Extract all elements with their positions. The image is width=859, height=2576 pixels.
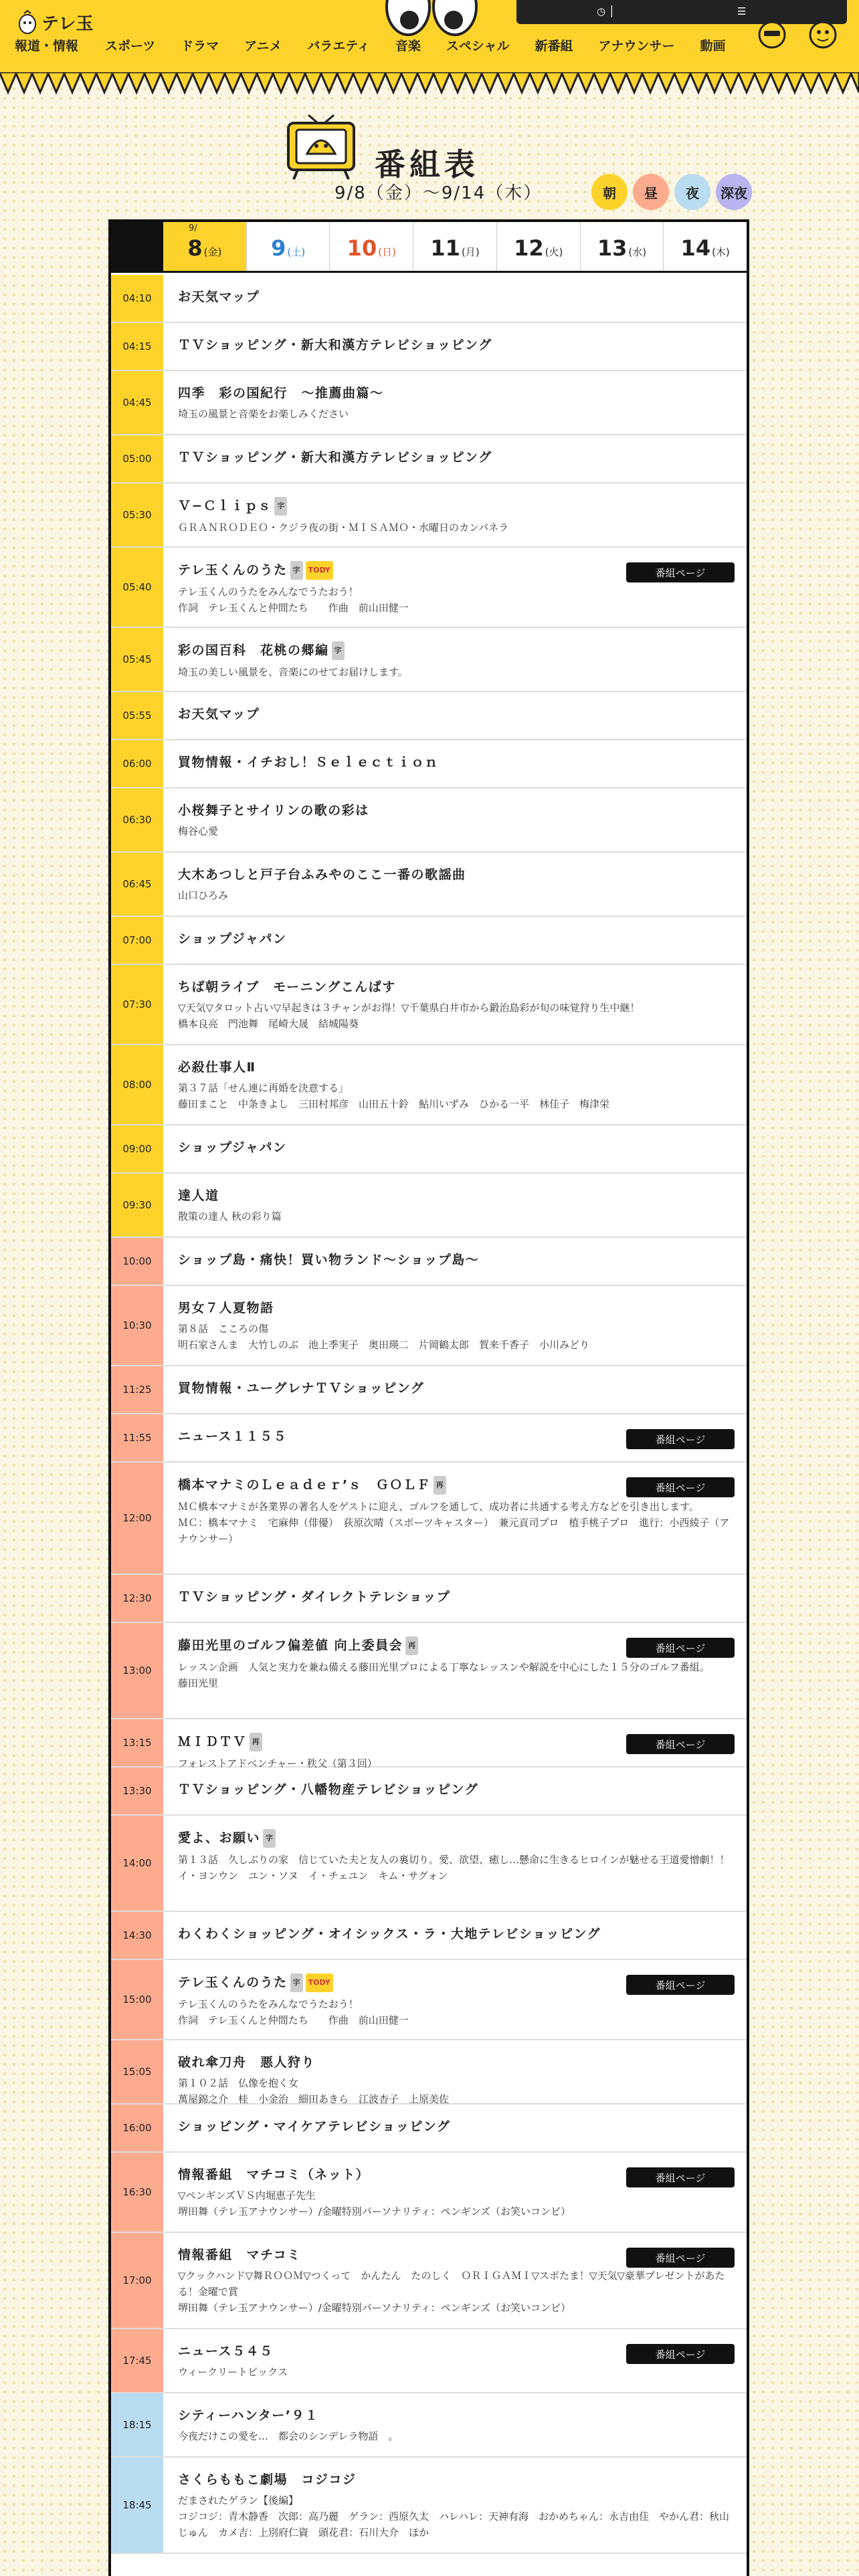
program-row: [111, 2458, 747, 2554]
program-badge: 再: [434, 1476, 446, 1495]
program-row: [111, 965, 747, 1045]
program-title-text: Ｖ−Ｃｌｉｐｓ: [178, 498, 272, 514]
program-time: 13:00: [111, 1623, 163, 1718]
day-tab-0[interactable]: [163, 222, 247, 271]
program-body[interactable]: [163, 2040, 747, 2103]
program-row: [111, 628, 747, 692]
nav-item-5[interactable]: 音楽: [395, 39, 421, 53]
date-range: 9/8（金）〜9/14（木）: [335, 183, 543, 203]
program-time: 18:15: [111, 2393, 163, 2456]
program-cast: 堺田舞（テレ玉アナウンサー）/金曜特別パーソナリティ：ペンギンズ（お笑いコンビ）: [178, 2302, 571, 2314]
program-title-text: 橋本マナミのＬｅａｄｅｒ’ｓ ＧＯＬＦ: [178, 1477, 431, 1493]
program-row: [111, 1414, 747, 1463]
program-description: 今夜だけこの愛を… 都会のシンデレラ物語 。: [178, 2430, 399, 2442]
program-body[interactable]: [163, 323, 747, 370]
program-cast: イ・ヨンウン ユン・ソヌ イ・チェユン キム・サグォン: [178, 1870, 448, 1882]
header-zigzag-border: [0, 72, 859, 102]
program-time: 15:00: [111, 1960, 163, 2039]
program-title-text: 達人道: [178, 1188, 219, 1203]
program-description: フォレストアドベンチャー・秩父（第３回）: [178, 1757, 377, 1769]
nav-item-2[interactable]: ドラマ: [181, 39, 219, 53]
program-row: [111, 1286, 747, 1366]
program-title-text: 大木あつしと戸子台ふみやのここ一番の歌謡曲: [178, 867, 466, 882]
program-description: 山口ひろみ: [178, 889, 229, 901]
day-weekday: (日): [378, 246, 396, 258]
program-title-text: ショップジャパン: [178, 1140, 287, 1155]
program-row: [111, 853, 747, 917]
program-row: [111, 548, 747, 628]
program-row: [111, 1912, 747, 1960]
program-title: [178, 2471, 733, 2488]
program-title-text: 男女７人夏物語: [178, 1301, 274, 1315]
program-title: [178, 1588, 733, 1606]
program-row: [111, 1366, 747, 1414]
program-title-text: ちば朝ライブ モーニングこんぱす: [178, 980, 396, 994]
program-title: [178, 497, 733, 516]
program-time: 11:55: [111, 1414, 163, 1461]
tv-mascot-icon: [284, 114, 358, 181]
program-cast: 作詞 テレ玉くんと仲間たち 作曲 前山田健一: [178, 2014, 409, 2026]
program-time: 04:45: [111, 371, 163, 434]
day-weekday: (月): [461, 246, 480, 258]
time-filter-3[interactable]: 深夜: [716, 174, 752, 210]
program-title-text: テレ玉くんのうた: [178, 562, 288, 578]
program-time: 12:30: [111, 1575, 163, 1622]
program-time: 17:00: [111, 2233, 163, 2328]
program-title: [178, 1925, 733, 1943]
program-body[interactable]: [163, 2393, 747, 2456]
program-title-text: 彩の国百科 花桃の郷編: [178, 643, 329, 658]
day-number: 14: [680, 235, 711, 261]
nav-item-3[interactable]: アニメ: [244, 39, 282, 53]
program-description: 埼玉の美しい風景を、音楽にのせてお届けします。: [178, 666, 408, 678]
program-page-button[interactable]: 番組ページ: [626, 1429, 735, 1449]
program-title: [178, 2054, 733, 2071]
nav-item-6[interactable]: スペシャル: [446, 39, 510, 53]
program-title-text: ショップジャパン: [178, 932, 287, 946]
program-title-text: ＭＩＤＴＶ: [178, 1734, 247, 1749]
program-badge: 再: [250, 1733, 262, 1751]
program-description: だまされたゲラン【後編】: [178, 2494, 299, 2506]
program-title-text: 小桜舞子とサイリンの歌の彩は: [178, 803, 369, 818]
program-description: レッスン企画 人気と実力を兼ね備える藤田光里プロによる丁寧なレッスンや解説を中心にした１５分のゴルフ番組。: [178, 1661, 710, 1673]
time-filter-1[interactable]: 昼: [633, 174, 669, 210]
program-title-text: 必殺仕事人Ⅱ: [178, 1060, 256, 1075]
day-weekday: (木): [712, 246, 730, 258]
program-body[interactable]: [163, 692, 747, 739]
program-body[interactable]: [163, 1366, 747, 1413]
program-title-text: わくわくショッピング・オイシックス・ラ・大地テレビショッピング: [178, 1927, 601, 1941]
program-description: 埼玉の風景と音楽をお楽しみください: [178, 408, 349, 420]
program-time: 05:45: [111, 628, 163, 691]
top-utility-bar: [516, 0, 847, 24]
program-badge: 字: [332, 641, 345, 660]
program-time: 12:00: [111, 1463, 163, 1574]
program-time: 09:30: [111, 1174, 163, 1237]
program-time: 14:30: [111, 1912, 163, 1959]
program-row: [111, 788, 747, 853]
program-time: 05:55: [111, 692, 163, 739]
program-row: [111, 1623, 747, 1719]
program-body[interactable]: [163, 275, 747, 322]
nav-item-1[interactable]: スポーツ: [105, 39, 156, 53]
day-tab-3[interactable]: [413, 222, 497, 271]
program-row: [111, 1719, 747, 1767]
program-body[interactable]: [163, 484, 747, 546]
program-time: 05:30: [111, 484, 163, 546]
program-description: 第８話 こころの傷: [178, 1323, 269, 1335]
program-title-text: ニュース１１５５: [178, 1429, 288, 1444]
program-body[interactable]: [163, 740, 747, 787]
program-body[interactable]: [163, 2153, 747, 2232]
program-page-button[interactable]: 番組ページ: [626, 1734, 735, 1754]
program-cast: 藤田まこと 中条きよし 三田村邦彦 山田五十鈴 鮎川いずみ ひかる一平 林佳子 梅津栄: [178, 1098, 610, 1110]
program-row: [111, 740, 747, 788]
program-badge: TODY: [306, 1973, 333, 1992]
program-description: ▽ペンギンズＶＳ内堀恵子先生: [178, 2189, 316, 2202]
program-badge: 字: [290, 1973, 303, 1992]
program-row: [111, 2329, 747, 2393]
program-cast: コジコジ：青木静香 次郎：高乃麗 ゲラン：西原久太 ハレハレ：天神有海 おかめちゃん：永吉由佳 やかん君：秋山じゅん カメ吉：上別府仁資 頭花君：石川大介 ほか: [178, 2510, 729, 2539]
program-body[interactable]: [163, 628, 747, 691]
program-row: [111, 917, 747, 965]
program-row: [111, 1125, 747, 1174]
program-time: 07:30: [111, 965, 163, 1044]
program-description: 散策の達人 秋の彩り篇: [178, 1210, 282, 1222]
day-weekday: (水): [628, 246, 647, 258]
day-tab-2[interactable]: [330, 222, 413, 271]
time-filter-0[interactable]: 朝: [591, 174, 628, 210]
day-number: 11: [430, 235, 460, 261]
program-title: [178, 1299, 733, 1317]
program-title: [178, 1139, 733, 1156]
program-title: [178, 1059, 733, 1076]
program-time: 06:45: [111, 853, 163, 916]
program-row: [111, 275, 747, 323]
nav-item-0[interactable]: 報道・情報: [15, 39, 79, 53]
program-body[interactable]: [163, 788, 747, 851]
nav-item-8[interactable]: アナウンサー: [598, 39, 675, 53]
day-number: 10: [347, 235, 377, 261]
day-tabs: [111, 222, 747, 273]
program-description: ウィークリートピックス: [178, 2366, 288, 2378]
program-title: [178, 288, 733, 306]
program-description: ▽クックハンド▽舞ＲＯＯＭ▽つくって かんたん たのしく ＯＲＩＧＡＭＩ▽スポたま！▽天気▽豪華プレゼントがあたる！金曜で賞: [178, 2270, 725, 2298]
program-row: [111, 1045, 747, 1125]
program-time: 05:40: [111, 548, 163, 627]
program-row: [111, 2233, 747, 2329]
program-cast: 藤田光里: [178, 1677, 219, 1689]
program-time: 09:00: [111, 1125, 163, 1172]
program-time: 06:00: [111, 740, 163, 787]
program-description: ＧＲＡＮＲＯＤＥＯ・クジラ夜の街・ＭＩＳＡＭＯ・水曜日のカンパネラ: [178, 522, 508, 534]
program-time: 14:00: [111, 1816, 163, 1911]
program-page-button[interactable]: 番組ページ: [626, 1975, 735, 1995]
program-title-text: 買物情報・ユーグレナＴＶショッピング: [178, 1381, 425, 1396]
day-number: 9: [271, 235, 286, 261]
program-page-button[interactable]: 番組ページ: [626, 2344, 735, 2364]
program-badge: 再: [405, 1636, 418, 1655]
program-body[interactable]: [163, 1960, 747, 2039]
program-body[interactable]: [163, 1767, 747, 1814]
character-face-icon: [757, 20, 787, 49]
program-title-text: ＴＶショッピング・新大和漢方テレビショッピング: [178, 450, 492, 465]
day-weekday: (金): [203, 246, 222, 258]
character-button-2[interactable]: [807, 20, 839, 60]
program-description: 第３７話「せん連に再婚を決意する」: [178, 1082, 349, 1094]
program-title: [178, 802, 733, 819]
program-time: 10:30: [111, 1286, 163, 1365]
program-row: [111, 2153, 747, 2233]
program-cast: 萬屋錦之介 桂 小金治 細田あきら 江波杏子 上原美佐: [178, 2093, 450, 2105]
program-row: [111, 484, 747, 548]
schedule-grid: [108, 219, 749, 2576]
program-title-text: シティーハンター’９１: [178, 2408, 319, 2423]
program-cast: ＭＣ：橋本マナミ 宅麻伸（俳優） 荻原次晴（スポーツキャスター） 兼元貢司プロ 植手桃子プロ 進行：小西綾子（アナウンサー）: [178, 1517, 730, 1545]
program-body[interactable]: [163, 1174, 747, 1237]
program-title-text: 買物情報・イチおし！Ｓｅｌｅｃｔｉｏｎ: [178, 755, 439, 770]
program-description: 第１０２話 仏像を抱く女: [178, 2077, 299, 2089]
program-title-text: ニュース５４５: [178, 2344, 274, 2359]
program-time: 15:05: [111, 2040, 163, 2103]
program-title: [178, 706, 733, 723]
page-title-area: [0, 107, 859, 214]
day-tab-1[interactable]: [247, 222, 330, 271]
program-title-text: ショッピング・マイケアテレビショッピング: [178, 2119, 451, 2134]
program-time: 06:30: [111, 788, 163, 851]
program-title-text: ＴＶショッピング・八幡物産テレビショッピング: [178, 1782, 479, 1797]
program-description: 第１３話 久しぶりの家 信じていた夫と友人の裏切り。愛、欲望、癒し…懸命に生きるヒロインが魅せる王道愛憎劇！！: [178, 1854, 730, 1866]
program-description: 梅谷心愛: [178, 825, 219, 837]
program-cast: 堺田舞（テレ玉アナウンサー）/金曜特別パーソナリティ：ペンギンズ（お笑いコンビ）: [178, 2206, 571, 2218]
day-tab-5[interactable]: [581, 222, 664, 271]
program-time: 17:45: [111, 2329, 163, 2392]
program-title-text: 破れ傘刀舟 悪人狩り: [178, 2055, 316, 2070]
program-page-button[interactable]: 番組ページ: [626, 562, 735, 582]
program-time: 11:25: [111, 1366, 163, 1413]
program-row: [111, 1960, 747, 2040]
program-body[interactable]: [163, 853, 747, 916]
character-smile-icon: [808, 20, 838, 49]
program-title-text: お天気マップ: [178, 290, 260, 304]
program-body[interactable]: [163, 548, 747, 627]
program-body[interactable]: [163, 965, 747, 1044]
program-body[interactable]: [163, 1286, 747, 1365]
program-body[interactable]: [163, 2105, 747, 2151]
site-header: [0, 0, 859, 74]
program-badge: 字: [263, 1829, 276, 1848]
program-cast: 作詞 テレ玉くんと仲間たち 作曲 前山田健一: [178, 602, 409, 614]
program-time: 13:15: [111, 1719, 163, 1766]
program-title-text: テレ玉くんのうた: [178, 1975, 288, 1990]
program-row: [111, 692, 747, 740]
program-badge: 字: [274, 497, 287, 516]
program-title: [178, 1781, 733, 1798]
program-title: [178, 385, 733, 402]
program-title-text: ＴＶショッピング・新大和漢方テレビショッピング: [178, 338, 492, 352]
program-row: [111, 1816, 747, 1912]
program-title-text: 情報番組 マチコミ: [178, 2248, 301, 2262]
program-description: ＭＣ橋本マナミが各業界の著名人をゲストに迎え、ゴルフを通して、成功者に共通する考え方などを引き出します。: [178, 1501, 699, 1513]
program-title-text: 藤田光里のゴルフ偏差値 向上委員会: [178, 1638, 403, 1653]
program-title: [178, 1380, 733, 1397]
program-row: [111, 323, 747, 371]
program-row: [111, 2393, 747, 2458]
site-logo[interactable]: [17, 9, 93, 35]
program-row: [111, 371, 747, 435]
program-title: [178, 2118, 733, 2135]
program-row: [111, 1238, 747, 1286]
program-title-text: 情報番組 マチコミ（ネット）: [178, 2167, 370, 2182]
program-title: [178, 641, 733, 660]
program-title: [178, 336, 733, 354]
grid-corner: [111, 222, 163, 271]
program-page-button[interactable]: 番組ページ: [626, 2167, 735, 2187]
program-title-text: ＴＶショッピング・ダイレクトテレショップ: [178, 1590, 451, 1604]
program-row: [111, 2040, 747, 2105]
program-description: テレ玉くんのうたをみんなでうたおう！: [178, 1998, 359, 2010]
program-page-button[interactable]: 番組ページ: [626, 2248, 735, 2268]
menu-icon[interactable]: ☰: [737, 5, 747, 17]
page-title: 番組表: [375, 146, 479, 183]
program-title-text: ショップ島・痛快！買い物ランド〜ショップ島〜: [178, 1253, 480, 1267]
program-body[interactable]: [163, 917, 747, 964]
program-body[interactable]: [163, 1238, 747, 1285]
nav-item-9[interactable]: 動画: [700, 39, 726, 53]
program-title-text: お天気マップ: [178, 707, 260, 722]
program-time: 07:00: [111, 917, 163, 964]
program-row: [111, 435, 747, 484]
program-description: ▽天気▽タロット占い▽早起きは３チャンがお得！▽千葉県白井市から鍛治島彩が旬の味覚狩り生中継！: [178, 1002, 640, 1014]
program-title: [178, 754, 733, 771]
character-button-1[interactable]: [756, 20, 788, 60]
logo-text: テレ玉: [41, 14, 94, 34]
program-body[interactable]: [163, 435, 747, 482]
program-badge: TODY: [306, 561, 333, 580]
program-cast: 橋本良亮 門池舞 尾崎大晟 結城陽葵: [178, 1018, 359, 1030]
clock-icon[interactable]: ◷ │: [597, 5, 615, 17]
day-month: 9/: [189, 223, 197, 233]
program-time: 18:45: [111, 2458, 163, 2553]
program-body[interactable]: [163, 2458, 747, 2553]
program-time: 16:30: [111, 2153, 163, 2232]
day-number: 12: [514, 235, 544, 261]
tetama-logo-icon: [17, 9, 37, 35]
program-body[interactable]: [163, 1125, 747, 1172]
program-time: 04:10: [111, 275, 163, 322]
program-title: [178, 1251, 733, 1269]
program-body[interactable]: [163, 1045, 747, 1124]
day-tab-4[interactable]: [497, 222, 581, 271]
program-body[interactable]: [163, 1575, 747, 1622]
day-number: 13: [597, 235, 628, 261]
program-title: [178, 449, 733, 466]
program-time: 05:00: [111, 435, 163, 482]
program-title: [178, 866, 733, 883]
program-row: [111, 1575, 747, 1623]
day-number: 8: [187, 235, 203, 261]
program-title: [178, 930, 733, 948]
program-time: 16:00: [111, 2105, 163, 2151]
program-body[interactable]: [163, 371, 747, 434]
day-weekday: (土): [287, 246, 306, 258]
program-time: 04:15: [111, 323, 163, 370]
program-row: [111, 1174, 747, 1238]
program-cast: 明石家さんま 大竹しのぶ 池上季実子 奥田瑛二 片岡鶴太郎 賀来千香子 小川みどり: [178, 1339, 590, 1351]
program-time: 10:00: [111, 1238, 163, 1285]
program-row: [111, 2105, 747, 2153]
program-body[interactable]: [163, 1816, 747, 1911]
program-body[interactable]: [163, 1912, 747, 1959]
program-description: テレ玉くんのうたをみんなでうたおう！: [178, 586, 359, 598]
day-tab-6[interactable]: [664, 222, 747, 271]
time-filter-2[interactable]: 夜: [674, 174, 710, 210]
nav-item-4[interactable]: バラエティ: [307, 39, 370, 53]
program-page-button[interactable]: 番組ページ: [626, 1477, 735, 1497]
program-badge: 字: [290, 561, 303, 580]
program-time: 08:00: [111, 1045, 163, 1124]
program-row: [111, 1767, 747, 1816]
program-title: [178, 1829, 733, 1848]
program-title-text: さくらももこ劇場 コジコジ: [178, 2472, 357, 2487]
program-row: [111, 1463, 747, 1575]
program-page-button[interactable]: 番組ページ: [626, 1638, 735, 1658]
global-nav: [15, 36, 726, 54]
program-title: [178, 1187, 733, 1204]
mascot-eyes-icon: [381, 0, 482, 53]
program-title: [178, 978, 733, 996]
program-title: [178, 2407, 733, 2424]
day-weekday: (火): [545, 246, 563, 258]
program-title-text: 愛よ、お願い: [178, 1830, 261, 1846]
program-time: 13:30: [111, 1767, 163, 1814]
program-title-text: 四季 彩の国紀行 〜推薦曲篇〜: [178, 386, 384, 401]
nav-item-7[interactable]: 新番組: [535, 39, 573, 53]
